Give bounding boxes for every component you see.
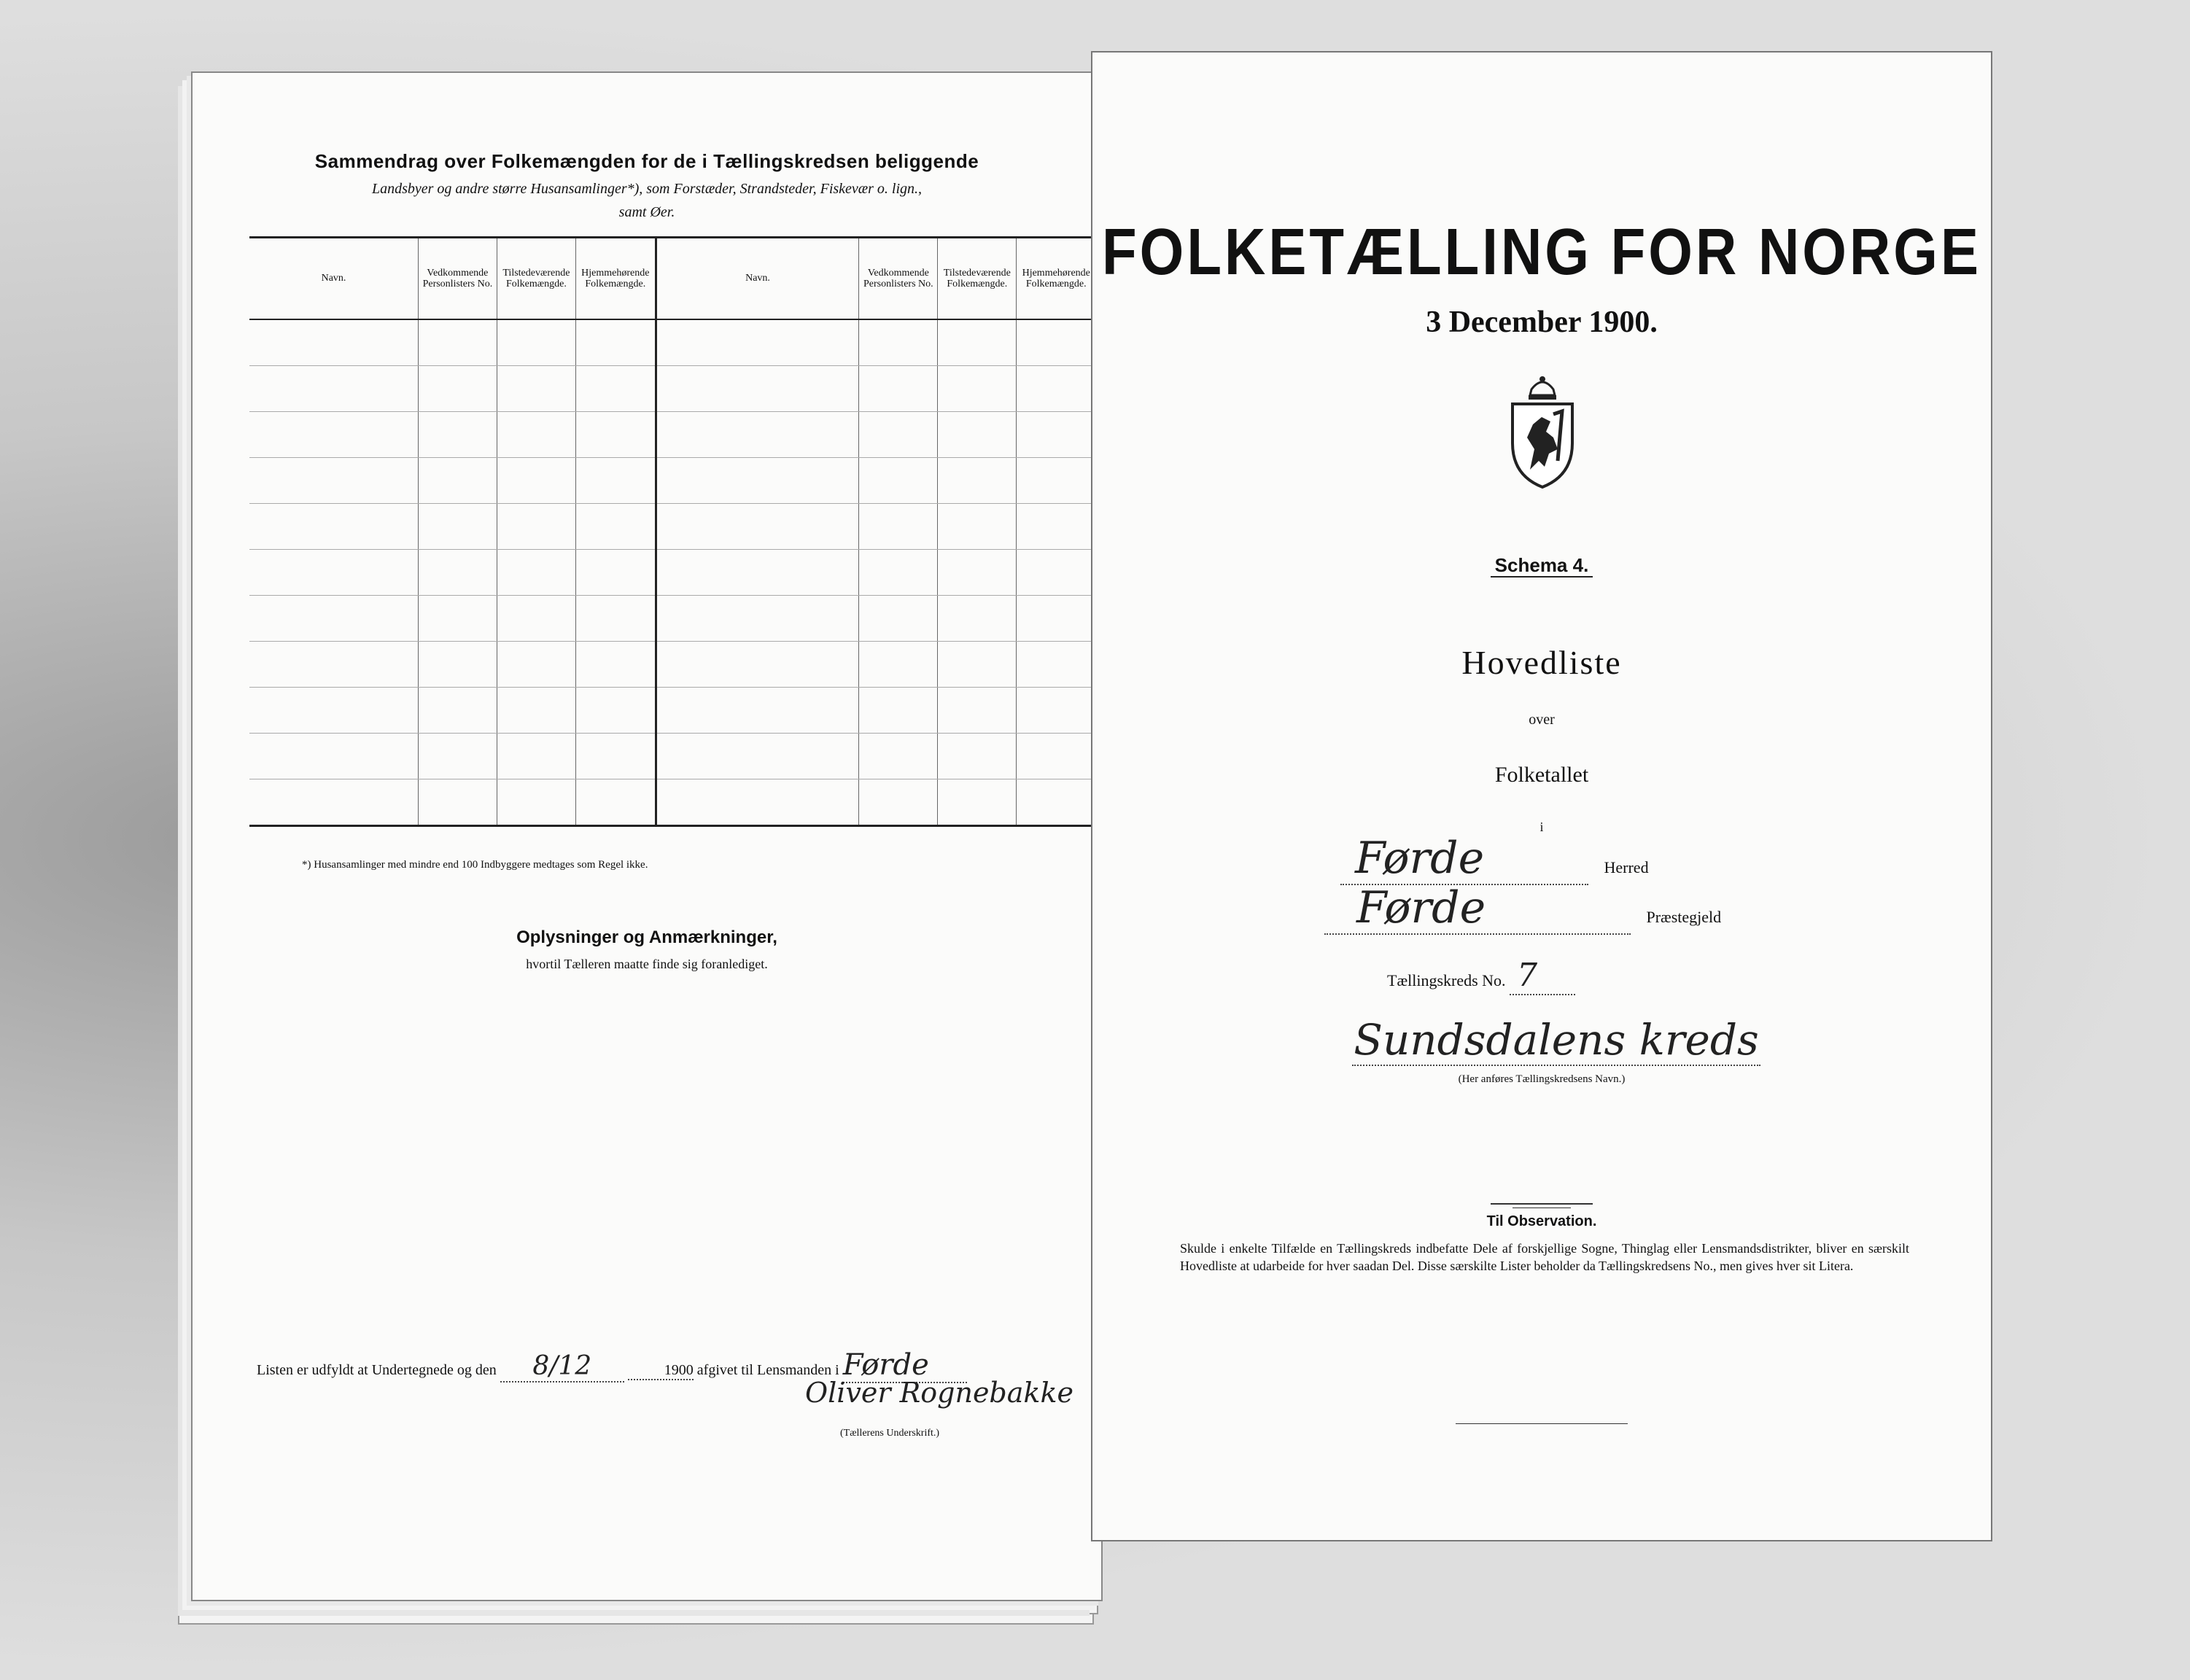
table-cell (249, 366, 419, 412)
left-page (191, 71, 1103, 1601)
table-cell (419, 734, 497, 779)
signature-caption: (Tællerens Underskrift.) (840, 1428, 940, 1439)
schema-label (1092, 554, 1991, 577)
table-cell (419, 366, 497, 412)
table-cell (656, 688, 859, 734)
table-cell (1017, 642, 1095, 688)
table-cell (656, 458, 859, 504)
table-cell (249, 779, 419, 826)
kreds-row (1352, 1015, 1760, 1066)
table-cell (497, 734, 575, 779)
table-cell (938, 319, 1017, 366)
table-cell (419, 412, 497, 458)
table-cell (656, 734, 859, 779)
observation-title: Til Observation. (1486, 1213, 1597, 1229)
table-row (249, 458, 1095, 504)
table-cell (419, 596, 497, 642)
table-cell (249, 642, 419, 688)
table-cell (249, 550, 419, 596)
table-row (249, 550, 1095, 596)
table-cell (249, 319, 419, 366)
table-cell (419, 550, 497, 596)
table-cell (576, 642, 656, 688)
krets-field (1510, 957, 1575, 995)
table-cell (576, 412, 656, 458)
herred-label: Herred (1604, 858, 1649, 876)
table-cell (656, 550, 859, 596)
divider (1456, 1423, 1628, 1424)
praestegjeld-field (1324, 882, 1631, 935)
table-cell (859, 366, 938, 412)
kreds-caption: (Her anføres Tællingskredsens Navn.) (1458, 1073, 1626, 1085)
completion-prefix: Listen er udfyldt at Undertegnede og den (257, 1362, 497, 1378)
table-cell (1017, 504, 1095, 550)
table-row (249, 366, 1095, 412)
table-cell (497, 319, 575, 366)
col-header-hjemmehorende: Hjemmehørende Folkemængde. (576, 238, 656, 320)
table-cell (859, 550, 938, 596)
table-cell (419, 504, 497, 550)
completion-place: Førde (842, 1348, 929, 1382)
summary-table-body (249, 319, 1095, 826)
footnote: *) Husansamlinger med mindre end 100 Indbyggere medtages som Regel ikke. (302, 859, 648, 871)
kreds-field (1352, 1015, 1760, 1066)
table-cell (859, 596, 938, 642)
table-cell (656, 366, 859, 412)
herred-value: Førde (1355, 833, 1485, 884)
table-cell (497, 458, 575, 504)
table-cell (1017, 412, 1095, 458)
table-cell (859, 412, 938, 458)
krets-value: 7 (1517, 957, 1538, 994)
census-date: 3 December 1900. (1426, 306, 1658, 339)
table-cell (859, 458, 938, 504)
table-cell (249, 458, 419, 504)
table-cell (938, 550, 1017, 596)
table-cell (938, 596, 1017, 642)
table-cell (576, 734, 656, 779)
col-header-tilstedevaerende: Tilstedeværende Folkemængde. (497, 238, 575, 320)
completion-year: 1900 (664, 1362, 694, 1378)
norway-coat-of-arms-icon (1502, 373, 1583, 490)
table-row (249, 779, 1095, 826)
table-row (249, 412, 1095, 458)
praestegjeld-value: Førde (1356, 882, 1486, 933)
table-cell (249, 688, 419, 734)
table-cell (656, 412, 859, 458)
table-cell (1017, 734, 1095, 779)
completion-year-field (628, 1362, 694, 1380)
table-cell (656, 319, 859, 366)
table-cell (938, 366, 1017, 412)
table-row (249, 596, 1095, 642)
table-row (249, 504, 1095, 550)
table-cell (576, 596, 656, 642)
col-header-navn-2: Navn. (656, 238, 859, 320)
table-cell (419, 458, 497, 504)
table-cell (938, 688, 1017, 734)
completion-date-field (500, 1351, 624, 1382)
table-cell (419, 642, 497, 688)
table-cell (938, 458, 1017, 504)
table-cell (419, 779, 497, 826)
summary-subtitle-2: samt Øer. (618, 204, 675, 220)
enumerator-signature: Oliver Rognebakke (805, 1377, 1073, 1409)
table-row (249, 642, 1095, 688)
table-cell (576, 688, 656, 734)
table-cell (249, 504, 419, 550)
table-cell (656, 779, 859, 826)
observation-text: Skulde i enkelte Tilfælde en Tællingskreds indbefatte Dele af forskjellige Sogne, Thinglag eller Lensmandsdistrikter, bliver en særskilt Hovedliste at udarbeide for hver saadan Del. Disse særskilte Lister beholder da Tællingskredsens No., men gives hver sit Litera. (1180, 1241, 1909, 1274)
table-cell (497, 550, 575, 596)
table-cell (497, 504, 575, 550)
table-cell (576, 504, 656, 550)
table-cell (497, 412, 575, 458)
census-title: FOLKETÆLLING FOR NORGE (1102, 214, 1981, 289)
table-cell (938, 504, 1017, 550)
table-cell (656, 642, 859, 688)
table-cell (1017, 596, 1095, 642)
table-cell (497, 596, 575, 642)
table-cell (1017, 319, 1095, 366)
table-cell (576, 458, 656, 504)
col-header-navn: Navn. (249, 238, 419, 320)
krets-row (1387, 957, 1575, 995)
table-cell (1017, 366, 1095, 412)
col-header-hjemmehorende-2: Hjemmehørende Folkemængde. (1017, 238, 1095, 320)
table-cell (497, 688, 575, 734)
table-cell (419, 688, 497, 734)
table-cell (497, 779, 575, 826)
table-cell (859, 319, 938, 366)
table-cell (249, 734, 419, 779)
table-cell (1017, 458, 1095, 504)
summary-subtitle: Landsbyer og andre større Husansamlinger*), som Forstæder, Strandsteder, Fiskevær o. lign., (371, 181, 923, 197)
table-cell (938, 734, 1017, 779)
table-cell (938, 642, 1017, 688)
table-cell (656, 504, 859, 550)
table-cell (497, 366, 575, 412)
table-cell (859, 642, 938, 688)
col-header-personlister-2: Vedkommende Personlisters No. (859, 238, 938, 320)
right-page (1091, 51, 1992, 1541)
krets-label: Tællingskreds No. (1387, 971, 1506, 989)
i-label: i (1539, 820, 1544, 834)
table-row (249, 734, 1095, 779)
praestegjeld-label: Præstegjeld (1646, 908, 1722, 926)
remarks-subtitle: hvortil Tælleren maatte finde sig foranlediget. (526, 957, 768, 971)
table-cell (859, 779, 938, 826)
table-cell (938, 412, 1017, 458)
herred-field (1340, 833, 1588, 885)
table-cell (859, 734, 938, 779)
table-row (249, 319, 1095, 366)
kreds-name: Sundsdalens kreds (1354, 1015, 1759, 1065)
summary-title: Sammendrag over Folkemængden for de i Tællingskredsen beliggende (314, 150, 979, 172)
herred-row (1340, 833, 1649, 885)
completion-mid: afgivet til Lensmanden i (696, 1362, 839, 1378)
table-cell (938, 779, 1017, 826)
table-cell (249, 412, 419, 458)
table-cell (576, 319, 656, 366)
remarks-title: Oplysninger og Anmærkninger, (516, 928, 777, 947)
folketallet-label: Folketallet (1494, 763, 1589, 787)
col-header-tilstedevaerende-2: Tilstedeværende Folkemængde. (938, 238, 1017, 320)
table-cell (419, 319, 497, 366)
table-row (249, 688, 1095, 734)
table-cell (249, 596, 419, 642)
table-cell (497, 642, 575, 688)
table-cell (656, 596, 859, 642)
table-cell (1017, 688, 1095, 734)
praestegjeld-row (1324, 882, 1721, 935)
summary-table (249, 236, 1095, 827)
table-cell (576, 550, 656, 596)
table-cell (859, 688, 938, 734)
table-header-row (249, 238, 1095, 320)
table-cell (1017, 779, 1095, 826)
col-header-personlister: Vedkommende Personlisters No. (419, 238, 497, 320)
over-label: over (1529, 712, 1555, 728)
table-cell (576, 779, 656, 826)
table-cell (1017, 550, 1095, 596)
schema-text: Schema 4. (1491, 554, 1593, 578)
completion-date: 8/12 (532, 1351, 592, 1381)
table-cell (859, 504, 938, 550)
table-cell (576, 366, 656, 412)
divider (1491, 1203, 1593, 1205)
main-heading: Hovedliste (1461, 644, 1622, 681)
